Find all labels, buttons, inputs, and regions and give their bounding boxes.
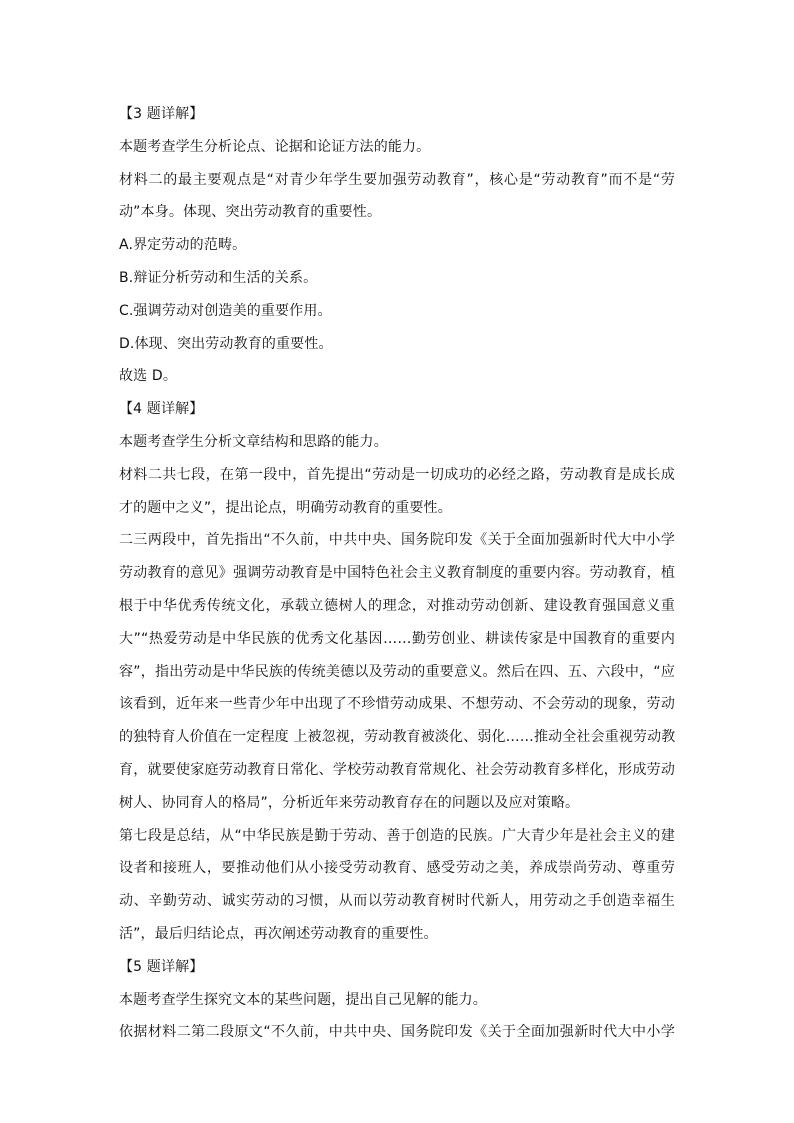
paragraph-line: 容”，指出劳动是中华民族的传统美德以及劳动的重要意义。然后在四、五、六段中，“应 bbox=[119, 663, 675, 680]
option-d: D.体现、突出劳动教育的重要性。 bbox=[119, 335, 333, 352]
paragraph-line: 大”“热爱劳动是中华民族的优秀文化基因……勤劳创业、耕读传家是中国教育的重要内 bbox=[119, 630, 675, 647]
paragraph-line: 材料二的最主要观点是“对青少年学生要加强劳动教育”，核心是“劳动教育”而不是“劳 bbox=[119, 171, 675, 188]
paragraph-line: 树人、协同育人的格局”，分析近年来劳动教育存在的问题以及应对策略。 bbox=[119, 794, 580, 811]
option-b: B.辩证分析劳动和生活的关系。 bbox=[119, 269, 318, 286]
paragraph-line: 本题考查学生分析论点、论据和论证方法的能力。 bbox=[119, 138, 431, 155]
paragraph-line: 才的题中之义”，提出论点，明确劳动教育的重要性。 bbox=[119, 499, 452, 516]
section-heading-4: 【4 题详解】 bbox=[119, 401, 204, 418]
paragraph-line: 动、辛勤劳动、诚实劳动的习惯，从而以劳动教育树时代新人，用劳动之手创造幸福生 bbox=[119, 893, 675, 910]
paragraph-line: 育，就要使家庭劳动教育日常化、学校劳动教育常规化、社会劳动教育多样化，形成劳动 bbox=[119, 761, 675, 778]
option-a: A.界定劳动的范畴。 bbox=[119, 237, 247, 254]
paragraph-line: 活”，最后归结论点，再次阐述劳动教育的重要性。 bbox=[119, 925, 438, 942]
paragraph-line: 该看到，近年来一些青少年中出现了不珍惜劳动成果、不想劳动、不会劳动的现象，劳动 bbox=[119, 696, 675, 713]
paragraph-line: 设者和接班人，要推动他们从小接受劳动教育、感受劳动之美，养成崇尚劳动、尊重劳 bbox=[119, 860, 675, 877]
document-page bbox=[119, 104, 675, 1055]
paragraph-line: 劳动教育的意见》强调劳动教育是中国特色社会主义教育制度的重要内容。劳动教育，植 bbox=[119, 565, 675, 582]
paragraph-line: 本题考查学生探究文本的某些问题，提出自己见解的能力。 bbox=[119, 991, 487, 1008]
option-c: C.强调劳动对创造美的重要作用。 bbox=[119, 302, 332, 319]
paragraph-line: 二三两段中，首先指出“不久前，中共中央、国务院印发《关于全面加强新时代大中小学 bbox=[119, 532, 675, 549]
section-heading-5: 【5 题详解】 bbox=[119, 958, 204, 975]
paragraph-line: 依据材料二第二段原文“不久前，中共中央、国务院印发《关于全面加强新时代大中小学 bbox=[119, 1024, 675, 1041]
paragraph-line: 第七段是总结，从“中华民族是勤于劳动、善于创造的民族。广大青少年是社会主义的建 bbox=[119, 827, 675, 844]
paragraph-line: 的独特育人价值在一定程度 上被忽视，劳动教育被淡化、弱化……推动全社会重视劳动教 bbox=[119, 729, 675, 746]
section-heading-3: 【3 题详解】 bbox=[119, 106, 204, 122]
paragraph-line: 材料二共七段，在第一段中，首先提出“劳动是一切成功的必经之路，劳动教育是成长成 bbox=[119, 466, 675, 483]
paragraph-line: 动”本身。体现、突出劳动教育的重要性。 bbox=[119, 204, 382, 221]
answer-line: 故选 D。 bbox=[119, 368, 177, 385]
paragraph-line: 本题考查学生分析文章结构和思路的能力。 bbox=[119, 433, 388, 450]
paragraph-line: 根于中华优秀传统文化，承载立德树人的理念，对推动劳动创新、建设教育强国意义重 bbox=[119, 597, 675, 614]
